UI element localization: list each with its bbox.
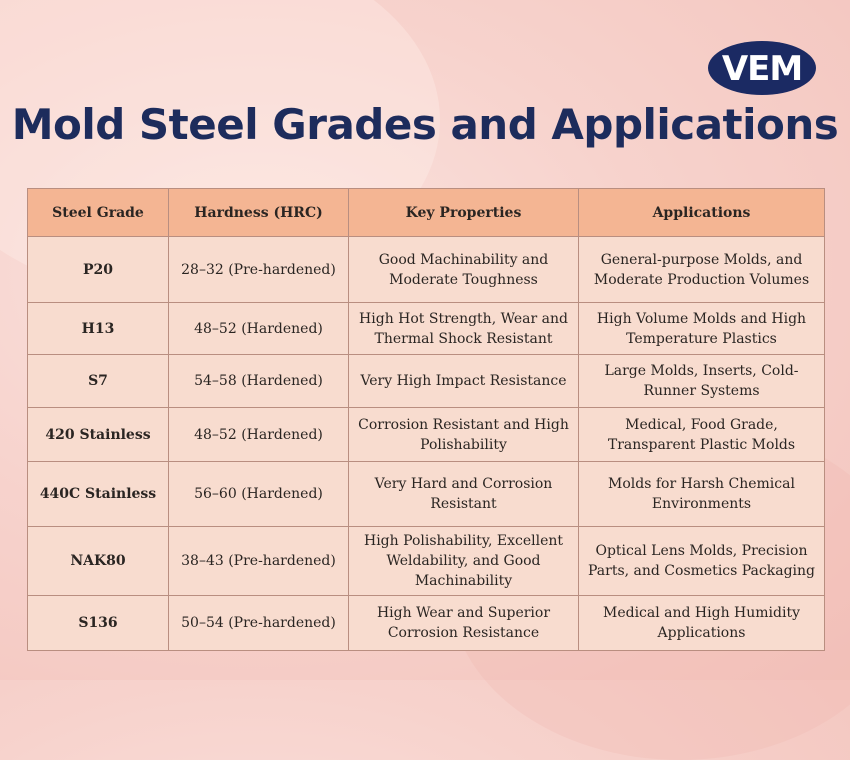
- table-row: [28, 303, 825, 355]
- cell-steel-grade: 440C Stainless: [28, 462, 169, 527]
- cell-key-properties: Corrosion Resistant and High Polishability: [349, 408, 579, 462]
- vem-logo: [707, 40, 817, 96]
- cell-hardness: 48–52 (Hardened): [169, 408, 349, 462]
- cell-steel-grade: 420 Stainless: [28, 408, 169, 462]
- steel-grades-table: [27, 188, 825, 651]
- table-row: [28, 527, 825, 596]
- cell-hardness: 38–43 (Pre-hardened): [169, 527, 349, 596]
- cell-key-properties: High Hot Strength, Wear and Thermal Shock Resistant: [349, 303, 579, 355]
- table-row: [28, 462, 825, 527]
- cell-key-properties: High Wear and Superior Corrosion Resistance: [349, 596, 579, 651]
- header-key-properties: Key Properties: [349, 189, 579, 237]
- cell-steel-grade: H13: [28, 303, 169, 355]
- page-title: Mold Steel Grades and Applications: [11, 100, 839, 149]
- cell-key-properties: Very Hard and Corrosion Resistant: [349, 462, 579, 527]
- cell-key-properties: High Polishability, Excellent Weldability, and Good Machinability: [349, 527, 579, 596]
- cell-applications: Optical Lens Molds, Precision Parts, and Cosmetics Packaging: [579, 527, 825, 596]
- cell-hardness: 56–60 (Hardened): [169, 462, 349, 527]
- cell-steel-grade: S7: [28, 355, 169, 408]
- cell-hardness: 28–32 (Pre-hardened): [169, 237, 349, 303]
- header-steel-grade: Steel Grade: [28, 189, 169, 237]
- cell-steel-grade: P20: [28, 237, 169, 303]
- table-row: [28, 237, 825, 303]
- cell-steel-grade: S136: [28, 596, 169, 651]
- table-header-row: [28, 189, 825, 237]
- cell-applications: Large Molds, Inserts, Cold-Runner Systems: [579, 355, 825, 408]
- cell-key-properties: Good Machinability and Moderate Toughness: [349, 237, 579, 303]
- cell-hardness: 54–58 (Hardened): [169, 355, 349, 408]
- table-row: [28, 408, 825, 462]
- table-row: [28, 596, 825, 651]
- cell-applications: Medical and High Humidity Applications: [579, 596, 825, 651]
- header-applications: Applications: [579, 189, 825, 237]
- header-hardness: Hardness (HRC): [169, 189, 349, 237]
- cell-applications: Molds for Harsh Chemical Environments: [579, 462, 825, 527]
- cell-applications: Medical, Food Grade, Transparent Plastic Molds: [579, 408, 825, 462]
- logo-text: VEM: [721, 49, 803, 89]
- cell-hardness: 50–54 (Pre-hardened): [169, 596, 349, 651]
- cell-hardness: 48–52 (Hardened): [169, 303, 349, 355]
- cell-steel-grade: NAK80: [28, 527, 169, 596]
- cell-key-properties: Very High Impact Resistance: [349, 355, 579, 408]
- cell-applications: General-purpose Molds, and Moderate Production Volumes: [579, 237, 825, 303]
- table-row: [28, 355, 825, 408]
- cell-applications: High Volume Molds and High Temperature Plastics: [579, 303, 825, 355]
